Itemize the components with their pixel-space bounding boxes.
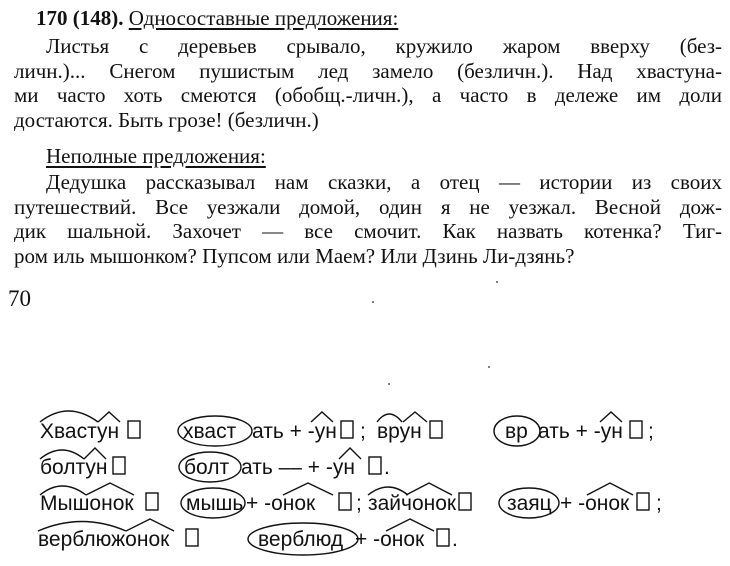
text-line: дик шальной. Захочет — все смочит. Как назвать котенка? Тиг- [14,219,722,243]
word-zaychonok: зайчонок [368,492,457,515]
text-line: путешествий. Все уезжали домой, один я не уезжал. Весной дож- [14,194,722,219]
separator: ; [356,492,362,515]
ending-box [369,457,381,474]
text-line: достаются. Быть грозе! (безличн.) [14,107,319,132]
ending-box [630,421,642,438]
separator: ; [360,420,366,443]
root-verblyud: верблюд [258,528,344,551]
root-khvast: хваст [183,420,237,443]
separator: ; [648,420,654,443]
exercise-heading: Односоставные предложения: [128,6,399,30]
period: . [384,456,390,479]
word-boltun: болтун [40,456,108,479]
derivation-formula: + -онок [560,492,630,515]
exercise-number: 170 (148). [36,6,124,30]
word-myshonok: Мышонок [40,492,134,515]
derivation-formula: + -онок [355,528,425,551]
ending-box [437,529,449,546]
word-khvastun: Хвастун [40,420,120,443]
derivation-formula: ать + -ун [538,420,623,443]
page-number: 70 [8,286,31,311]
ending-box [113,457,125,474]
ending-box [341,421,353,438]
text-line: Дедушка рассказывал нам сказки, а отец –– истории из своих [46,170,722,194]
ending-box [146,493,158,510]
root-vr: вр [505,420,528,443]
text-line: ром иль мышонком? Пупсом или Маем? Или Дзинь Ли-дзянь? [14,243,575,268]
ending-box [430,421,442,438]
derivation-formula: ать + -ун [252,420,337,443]
root-bolt: болт [184,456,230,479]
word-vrun: врун [377,420,422,443]
root-zayats: заяц [507,492,552,515]
ending-box [186,529,198,546]
ending-box [459,493,471,510]
text-line: Листья с деревьев срывало, кружило жаром вверху (без- [46,34,722,58]
root-mysh: мышь [186,492,244,515]
word-verblyuzhonok: верблюжонок [38,528,170,551]
text-line: личн.)... Снегом пушистым лед замело (безличн.). Над хвастуна- [14,58,722,83]
ending-box [128,421,140,438]
derivation-formula: + -онок [246,492,316,515]
separator: ; [656,492,662,515]
ending-box [637,493,649,510]
derivation-formula: ать –– + -ун [241,456,355,479]
period: . [452,528,458,551]
text-line: ми часто хоть смеются (обобщ.-личн.), а часто в дележе им доли [14,83,722,107]
incomplete-sentences-heading: Неполные предложения: [46,144,266,168]
ending-box [339,493,351,510]
